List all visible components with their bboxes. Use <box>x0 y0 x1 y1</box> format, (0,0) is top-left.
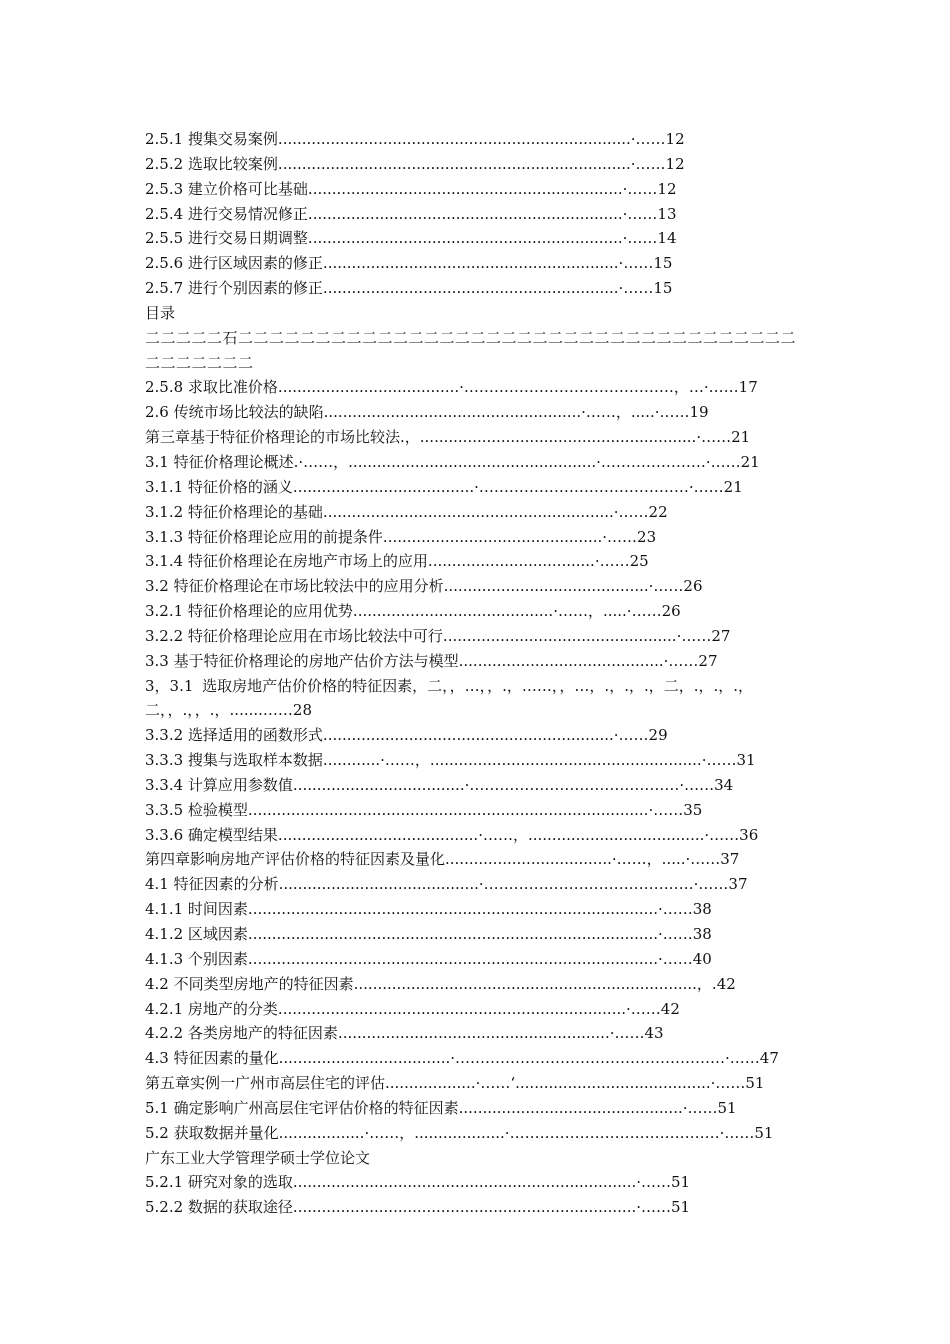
toc-entry-5-1: 5.1 确定影响广州高层住宅评估价格的特征因素...............................................·……51 <box>145 1098 737 1117</box>
running-header: 广东工业大学管理学硕士学位论文 <box>145 1148 371 1167</box>
toc-entry-3-2: 3.2 特征价格理论在市场比较法中的应用分析...........................................·……26 <box>145 577 703 596</box>
toc-entry-2-5-8: 2.5.8 求取比准价格......................................·……………………………………，…·……17 <box>145 378 758 397</box>
toc-entry-chapter-4: 第四章影响房地产评估价格的特征因素及量化...................................·……，.....·……37 <box>145 850 740 869</box>
toc-entry-3-3: 3.3 基于特征价格理论的房地产估价方法与模型...........................................·……27 <box>145 651 718 670</box>
toc-entry-2-5-7: 2.5.7 进行个别因素的修正..............................................................·……15 <box>145 279 673 298</box>
toc-entry-3-1-2: 3.1.2 特征价格理论的基础.............................................................·……22 <box>145 502 668 521</box>
toc-entry-2-5-3: 2.5.3 建立价格可比基础..................................................................·……12 <box>145 179 677 198</box>
toc-entry-4-3: 4.3 特征因素的量化....................................·………………………………………………·……47 <box>145 1049 779 1068</box>
toc-entry-5-2-2: 5.2.2 数据的获取途径........................................................................·……51 <box>145 1198 691 1217</box>
toc-entry-3-1: 3.1 特征价格理论概述.·……，....................................................·…………………·……21 <box>145 452 760 471</box>
toc-entry-2-5-6: 2.5.6 进行区域因素的修正..............................................................·……15 <box>145 254 673 273</box>
toc-entry-2-6: 2.6 传统市场比较法的缺陷......................................................·……，.....·……19 <box>145 403 709 422</box>
toc-noise-line: 二二二二二石二二二二二二二二二二二二二二二二二二二二二二二二二二二二二二二二二二二二二二二二二二二 <box>145 328 797 372</box>
toc-entry-4-2: 4.2 不同类型房地产的特征因素........................................................................，.42 <box>145 974 736 993</box>
toc-entry-4-1-1: 4.1.1 时间因素......................................................................................·……38 <box>145 900 712 919</box>
toc-entry-3-2-1: 3.2.1 特征价格理论的应用优势..........................................·……，.....·……26 <box>145 602 681 621</box>
toc-entry-3-1-3: 3.1.3 特征价格理论应用的前提条件..............................................·……23 <box>145 527 657 546</box>
toc-entry-3-3-4: 3.3.4 计算应用参数值....................................·……………………………………·……34 <box>145 775 734 794</box>
toc-entry-chapter-3: 第三章基于特征价格理论的市场比较法.，..........................................................·……21 <box>145 428 751 447</box>
toc-entry-5-2: 5.2 获取数据并量化..................·……，...................·……………………………………·……51 <box>145 1123 774 1142</box>
toc-entry-4-2-1: 4.2.1 房地产的分类.........................................................................·……42 <box>145 999 680 1018</box>
toc-entry-4-1: 4.1 特征因素的分析..........................................·……………………………………·……37 <box>145 875 748 894</box>
toc-entry-5-2-1: 5.2.1 研究对象的选取........................................................................·……51 <box>145 1173 691 1192</box>
toc-entry-2-5-4: 2.5.4 进行交易情况修正..................................................................·……13 <box>145 204 677 223</box>
toc-entry-4-1-2: 4.1.2 区域因素......................................................................................·……38 <box>145 925 712 943</box>
toc-entry-3-3-2: 3.3.2 选择适用的函数形式.............................................................·……29 <box>145 726 668 745</box>
toc-entry-3-2-2: 3.2.2 特征价格理论应用在市场比较法中可行.................................................·……27 <box>145 626 731 645</box>
toc-entry-3-3-1: 3，3.1 选取房地产估价价格的特征因素，二，，…，，.，……，，…，.，.，.，二，.，.，.，二，，.，，.，.......……28 <box>145 676 754 720</box>
toc-entry-2-5-1: 2.5.1 搜集交易案例..........................................................................·……12 <box>145 130 685 148</box>
toc-entry-3-1-4: 3.1.4 特征价格理论在房地产市场上的应用...................................·……25 <box>145 552 649 571</box>
toc-entry-4-2-2: 4.2.2 各类房地产的特征因素.........................................................·……43 <box>145 1024 664 1043</box>
toc-entry-2-5-5: 2.5.5 进行交易日期调整..................................................................·……14 <box>145 229 677 248</box>
table-of-contents <box>145 127 810 1220</box>
toc-entry-2-5-2: 2.5.2 选取比较案例..........................................................................·……12 <box>145 154 685 173</box>
toc-entry-4-1-3: 4.1.3 个别因素......................................................................................·……40 <box>145 949 712 968</box>
toc-entry-3-1-1: 3.1.1 特征价格的涵义......................................·……………………………………·……21 <box>145 477 743 496</box>
toc-entry-3-3-5: 3.3.5 检验模型....................................................................................·……35 <box>145 800 703 819</box>
toc-heading: 目录 <box>145 303 176 322</box>
toc-entry-chapter-5: 第五章实例一广州市高层住宅的评估...................·……‘.........................................·……51 <box>145 1074 765 1093</box>
toc-entry-3-3-6: 3.3.6 确定模型结果..........................................·……，.....................................·……36 <box>145 825 759 844</box>
toc-entry-3-3-3: 3.3.3 搜集与选取样本数据............·……，.........................................................·……31 <box>145 751 756 770</box>
